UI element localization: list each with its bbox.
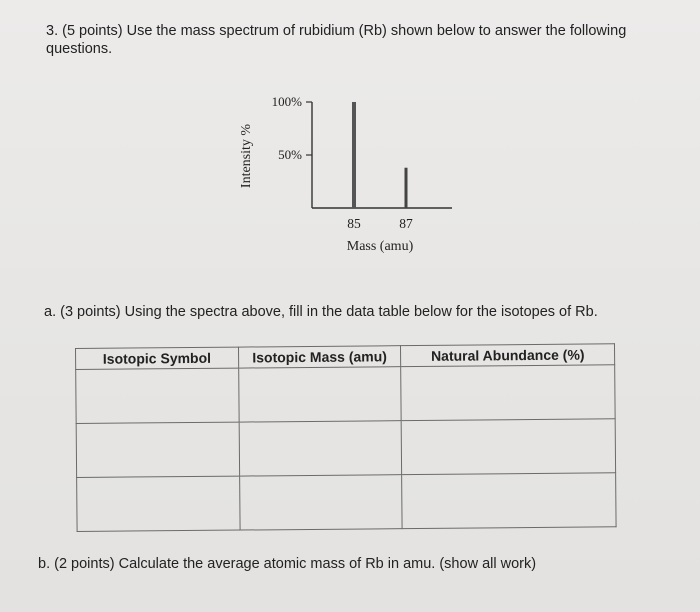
table-cell[interactable]: [239, 421, 402, 476]
x-tick-label-87: 87: [399, 216, 413, 231]
table-cell[interactable]: [401, 365, 615, 421]
table-row: [77, 473, 616, 532]
header-natural-abundance: Natural Abundance (%): [401, 344, 615, 367]
table-cell[interactable]: [402, 473, 616, 529]
table-cell[interactable]: [77, 476, 240, 531]
table-cell[interactable]: [76, 422, 239, 477]
table-cell[interactable]: [76, 368, 239, 423]
mass-spectrum-chart: [230, 88, 470, 263]
table-cell[interactable]: [238, 367, 401, 422]
question-line-1: 3. (5 points) Use the mass spectrum of rubidium (Rb) shown below to answer the following: [46, 23, 627, 39]
question-line-2: questions.: [46, 41, 113, 57]
header-isotopic-symbol: Isotopic Symbol: [76, 347, 239, 369]
y-tick-label-100: 100%: [271, 94, 302, 109]
table-cell[interactable]: [239, 475, 402, 530]
isotope-data-table: [75, 343, 617, 532]
table-row: [76, 419, 615, 478]
y-axis-label: Intensity %: [239, 123, 254, 189]
part-a-prompt: a. (3 points) Using the spectra above, fill in the data table below for the isotopes of Rb.: [44, 304, 598, 320]
table-cell[interactable]: [402, 419, 616, 475]
header-isotopic-mass: Isotopic Mass (amu): [238, 346, 401, 368]
x-axis-label: Mass (amu): [346, 239, 414, 254]
part-b-prompt: b. (2 points) Calculate the average atomic mass of Rb in amu. (show all work): [38, 556, 537, 572]
x-tick-label-85: 85: [347, 216, 361, 231]
question-prompt: [46, 22, 656, 58]
y-tick-label-50: 50%: [278, 147, 302, 162]
table-row: [76, 365, 615, 424]
